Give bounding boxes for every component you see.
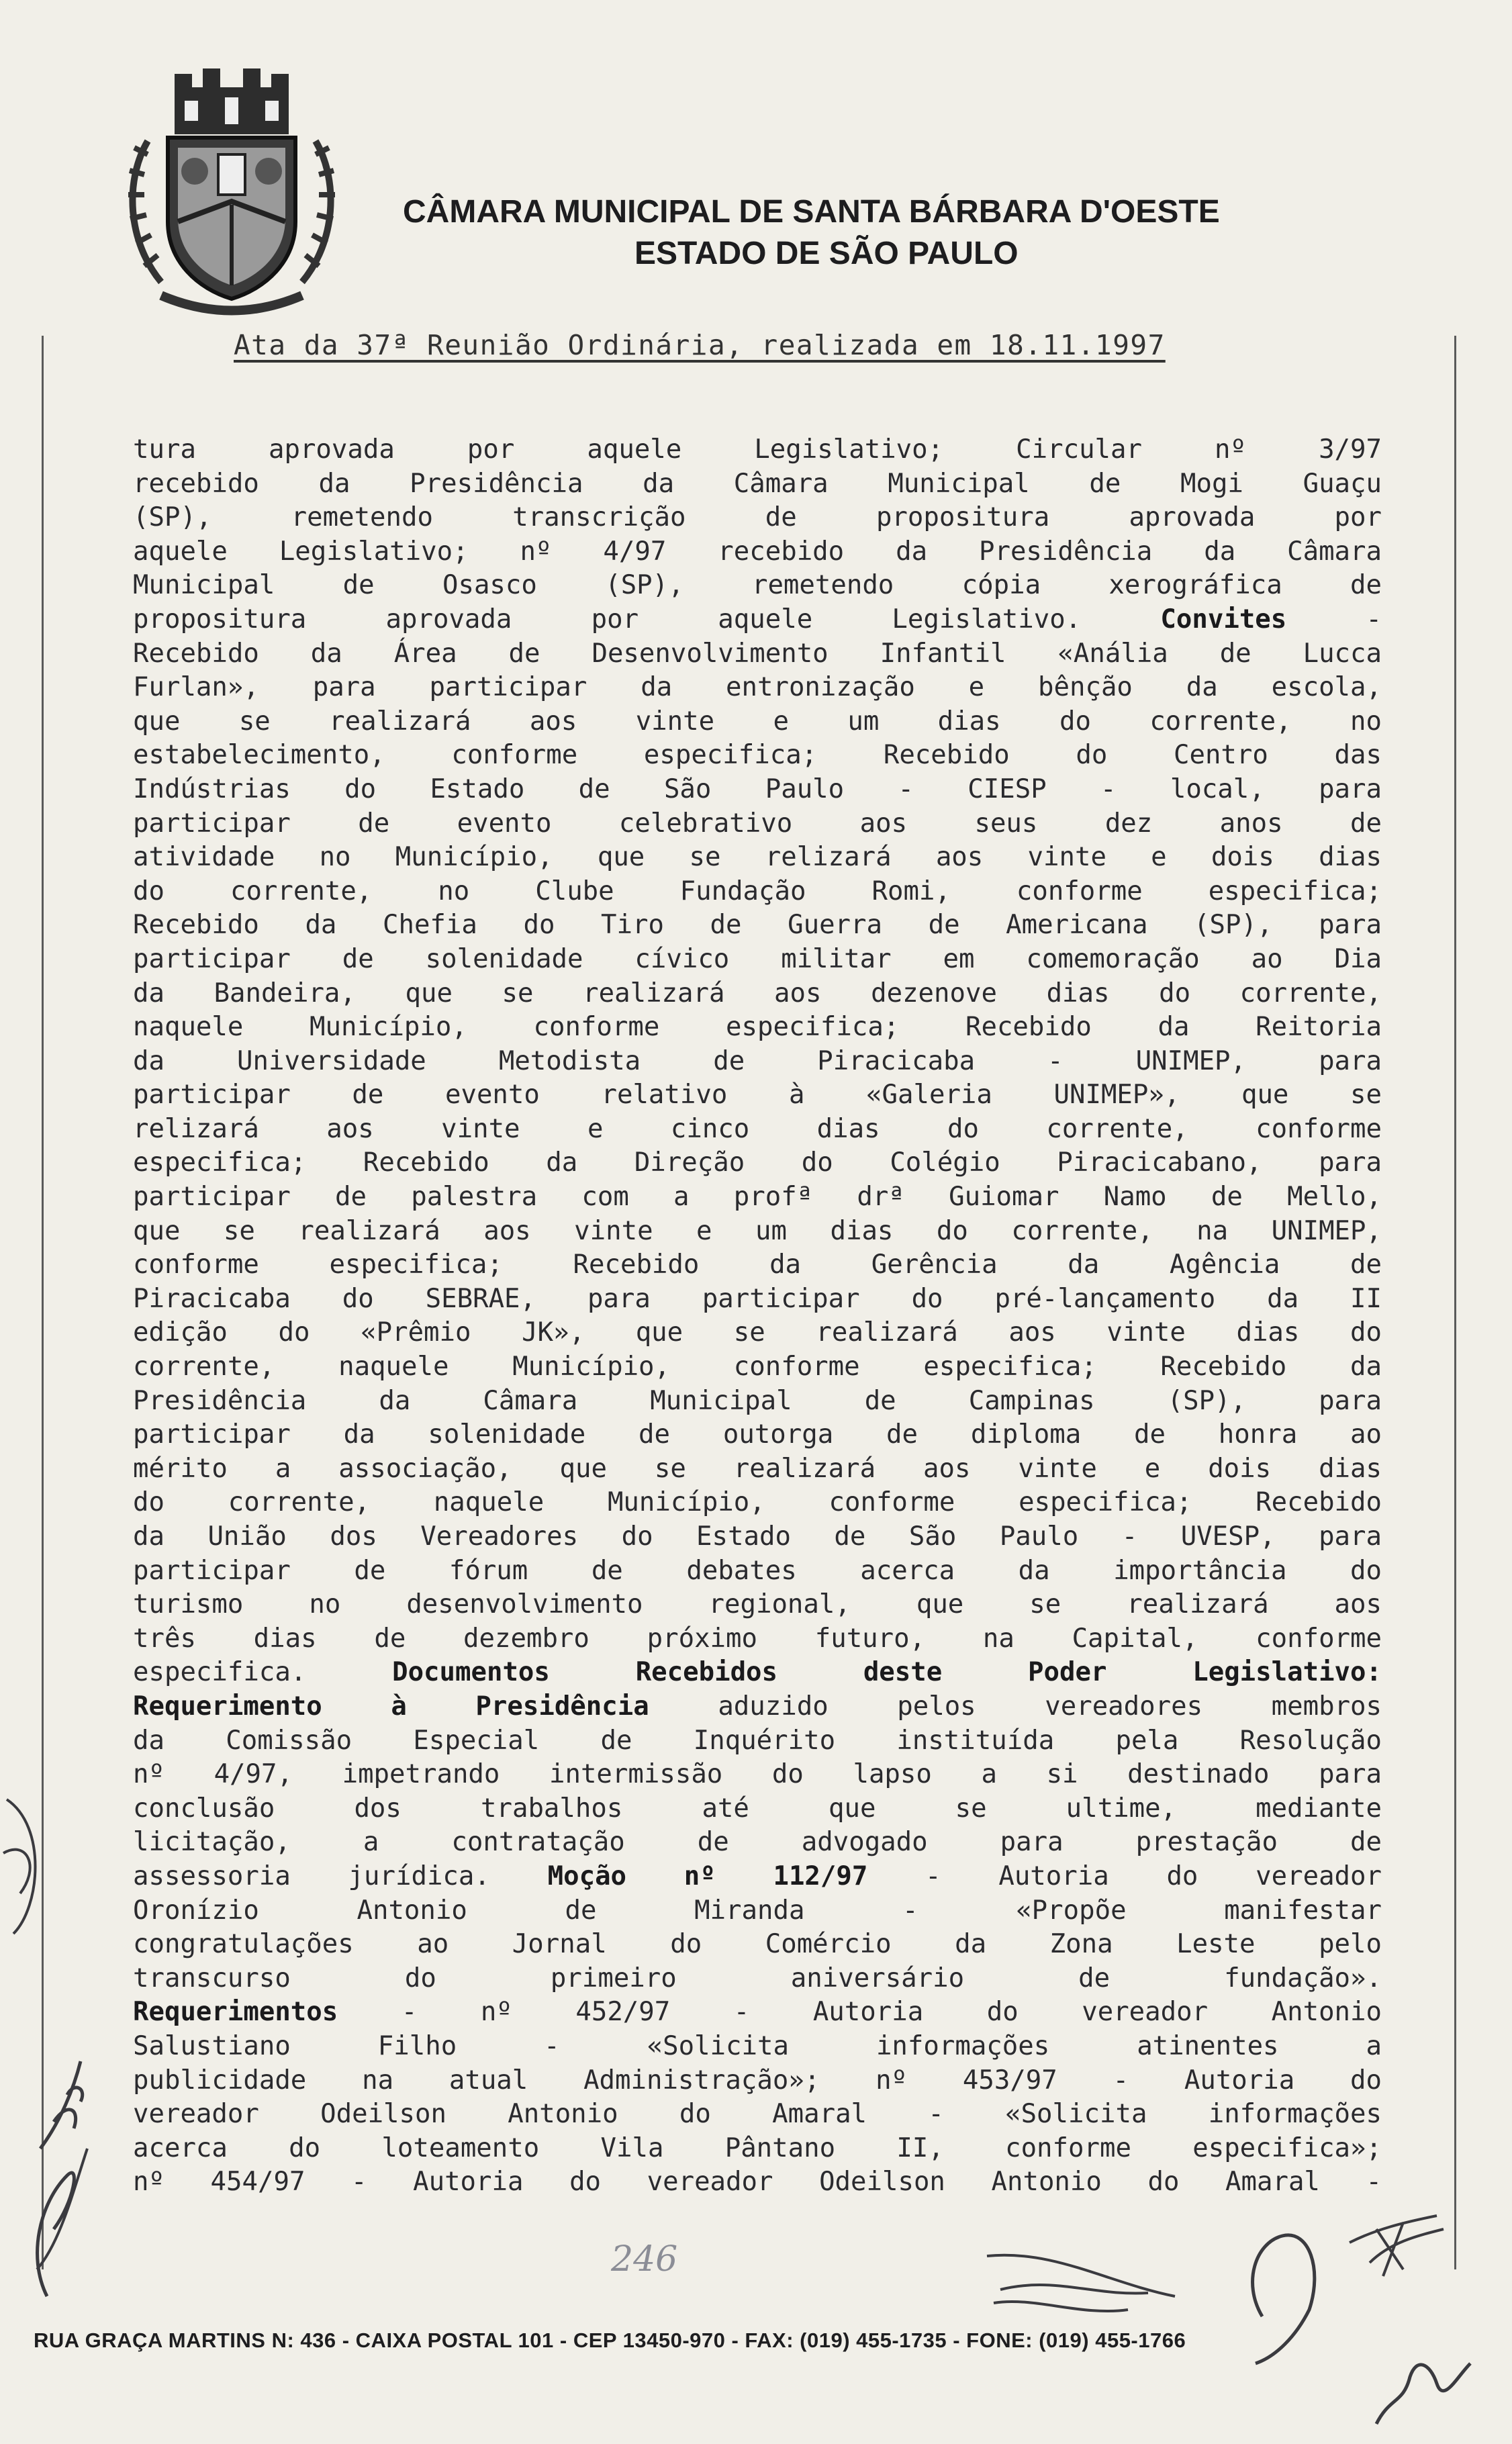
- body-line: participar de evento relativo à «Galeria UNIMEP», que se: [133, 1080, 1382, 1111]
- body-line: Recebido da Chefia do Tiro de Guerra de Americana (SP), para: [133, 910, 1382, 941]
- body-line: Municipal de Osasco (SP), remetendo cópia xerográfica de: [133, 570, 1382, 601]
- body-line: participar de solenidade cívico militar em comemoração ao Dia: [133, 943, 1382, 974]
- body-line: que se realizará aos vinte e um dias do corrente, na UNIMEP,: [133, 1215, 1382, 1246]
- body-line: participar de palestra com a profª drª Guiomar Namo de Mello,: [133, 1182, 1382, 1213]
- body-line: Presidência da Câmara Municipal de Campinas (SP), para: [133, 1385, 1382, 1416]
- body-line: participar de fórum de debates acerca da importância do: [133, 1555, 1382, 1586]
- body-line: conforme especifica; Recebido da Gerência da Agência de: [133, 1250, 1382, 1280]
- body-line: (SP), remetendo transcrição de propositura aprovada por: [133, 502, 1382, 533]
- body-line: turismo no desenvolvimento regional, que se realizará aos: [133, 1589, 1382, 1620]
- body-line: Oronízio Antonio de Miranda - «Propõe manifestar: [133, 1895, 1382, 1926]
- body-line: recebido da Presidência da Câmara Municipal de Mogi Guaçu: [133, 468, 1382, 499]
- body-text-run: -: [1366, 604, 1382, 634]
- body-line: [133, 1690, 1382, 1724]
- body-line: participar da solenidade de outorga de diploma de honra ao: [133, 1419, 1382, 1450]
- section-heading-requerimentos: Requerimentos: [133, 1997, 338, 2028]
- body-line: da Universidade Metodista de Piracicaba - UNIMEP, para: [133, 1045, 1382, 1076]
- section-heading-mocao: Moção nº 112/97: [547, 1861, 868, 1891]
- body-line: da Comissão Especial de Inquérito instituída pela Resolução: [133, 1725, 1382, 1756]
- body-line: publicidade na atual Administração»; nº 453/97 - Autoria do: [133, 2065, 1382, 2096]
- body-line: três dias de dezembro próximo futuro, na Capital, conforme: [133, 1623, 1382, 1654]
- left-margin-signature-icon: [0, 1773, 114, 2323]
- body-line: acerca do loteamento Vila Pântano II, conforme especifica»;: [133, 2132, 1382, 2163]
- body-line: nº 454/97 - Autoria do vereador Odeilson Antonio do Amaral -: [133, 2167, 1382, 2198]
- bottom-signatures-icon: [974, 2202, 1484, 2444]
- body-text-run: propositura aprovada por aquele Legislativo.: [133, 604, 1082, 634]
- body-line: [133, 1995, 1382, 2030]
- municipal-coat-of-arms-icon: [121, 67, 342, 322]
- body-line: participar de evento celebrativo aos seus dez anos de: [133, 808, 1382, 839]
- body-line: Furlan», para participar da entronização e bênção da escola,: [133, 672, 1382, 703]
- body-line: [133, 1860, 1382, 1894]
- body-line: [133, 603, 1382, 637]
- body-line: transcurso do primeiro aniversário de fundação».: [133, 1963, 1382, 1993]
- section-heading-documentos: Documentos Recebidos deste Poder Legislativo:: [392, 1657, 1382, 1688]
- body-line: da União dos Vereadores do Estado de São Paulo - UVESP, para: [133, 1521, 1382, 1552]
- body-text-run: assessoria jurídica.: [133, 1861, 490, 1891]
- minutes-body: [133, 433, 1382, 2200]
- body-line: da Bandeira, que se realizará aos dezenove dias do corrente,: [133, 978, 1382, 1008]
- body-line: estabelecimento, conforme especifica; Recebido do Centro das: [133, 740, 1382, 771]
- body-line: especifica; Recebido da Direção do Colégio Piracicabano, para: [133, 1147, 1382, 1178]
- body-line: Piracicaba do SEBRAE, para participar do pré-lançamento da II: [133, 1283, 1382, 1314]
- body-line: relizará aos vinte e cinco dias do corrente, conforme: [133, 1113, 1382, 1144]
- right-margin-rule: [1454, 336, 1456, 2269]
- section-heading-requerimento-presidencia: Requerimento à Presidência: [133, 1691, 649, 1722]
- body-line: atividade no Município, que se relizará aos vinte e dois dias: [133, 842, 1382, 873]
- section-heading-convites: Convites: [1160, 604, 1287, 634]
- body-line: nº 4/97, impetrando intermissão do lapso a si destinado para: [133, 1759, 1382, 1790]
- body-text-run: aduzido pelos vereadores membros: [718, 1691, 1382, 1722]
- body-line: licitação, a contratação de advogado para prestação de: [133, 1827, 1382, 1858]
- body-line: naquele Município, conforme especifica; Recebido da Reitoria: [133, 1012, 1382, 1043]
- body-line: conclusão dos trabalhos até que se ultime, mediante: [133, 1793, 1382, 1824]
- body-line: que se realizará aos vinte e um dias do corrente, no: [133, 706, 1382, 737]
- body-line: corrente, naquele Município, conforme especifica; Recebido da: [133, 1352, 1382, 1382]
- body-line: tura aprovada por aquele Legislativo; Circular nº 3/97: [133, 434, 1382, 465]
- meeting-heading: Ata da 37ª Reunião Ordinária, realizada em 18.11.1997: [234, 329, 1166, 361]
- body-line: [133, 1656, 1382, 1690]
- body-text-run: - nº 452/97 - Autoria do vereador Antonio: [401, 1997, 1382, 2028]
- state-name: ESTADO DE SÃO PAULO: [634, 236, 1019, 271]
- body-line: do corrente, naquele Município, conforme especifica; Recebido: [133, 1487, 1382, 1518]
- body-text-run: especifica.: [133, 1657, 307, 1688]
- body-line: Recebido da Área de Desenvolvimento Infantil «Anália de Lucca: [133, 638, 1382, 669]
- body-line: Indústrias do Estado de São Paulo - CIESP - local, para: [133, 773, 1382, 804]
- body-line: congratulações ao Jornal do Comércio da Zona Leste pelo: [133, 1929, 1382, 1960]
- institution-title: [403, 191, 1276, 275]
- body-line: Salustiano Filho - «Solicita informações atinentes a: [133, 2030, 1382, 2061]
- body-line: do corrente, no Clube Fundação Romi, conforme especifica;: [133, 876, 1382, 906]
- body-line: aquele Legislativo; nº 4/97 recebido da Presidência da Câmara: [133, 536, 1382, 567]
- institution-name: CÂMARA MUNICIPAL DE SANTA BÁRBARA D'OESTE: [403, 194, 1220, 230]
- body-line: edição do «Prêmio JK», que se realizará aos vinte dias do: [133, 1317, 1382, 1348]
- body-line: mérito a associação, que se realizará aos vinte e dois dias: [133, 1453, 1382, 1484]
- handwritten-page-number: 246: [611, 2239, 678, 2280]
- body-line: vereador Odeilson Antonio do Amaral - «Solicita informações: [133, 2099, 1382, 2130]
- footer-address: RUA GRAÇA MARTINS N: 436 - CAIXA POSTAL 101 - CEP 13450-970 - FAX: (019) 455-1735 - FONE: (019) 455-1766: [34, 2329, 1186, 2352]
- body-text-run: - Autoria do vereador: [925, 1861, 1382, 1891]
